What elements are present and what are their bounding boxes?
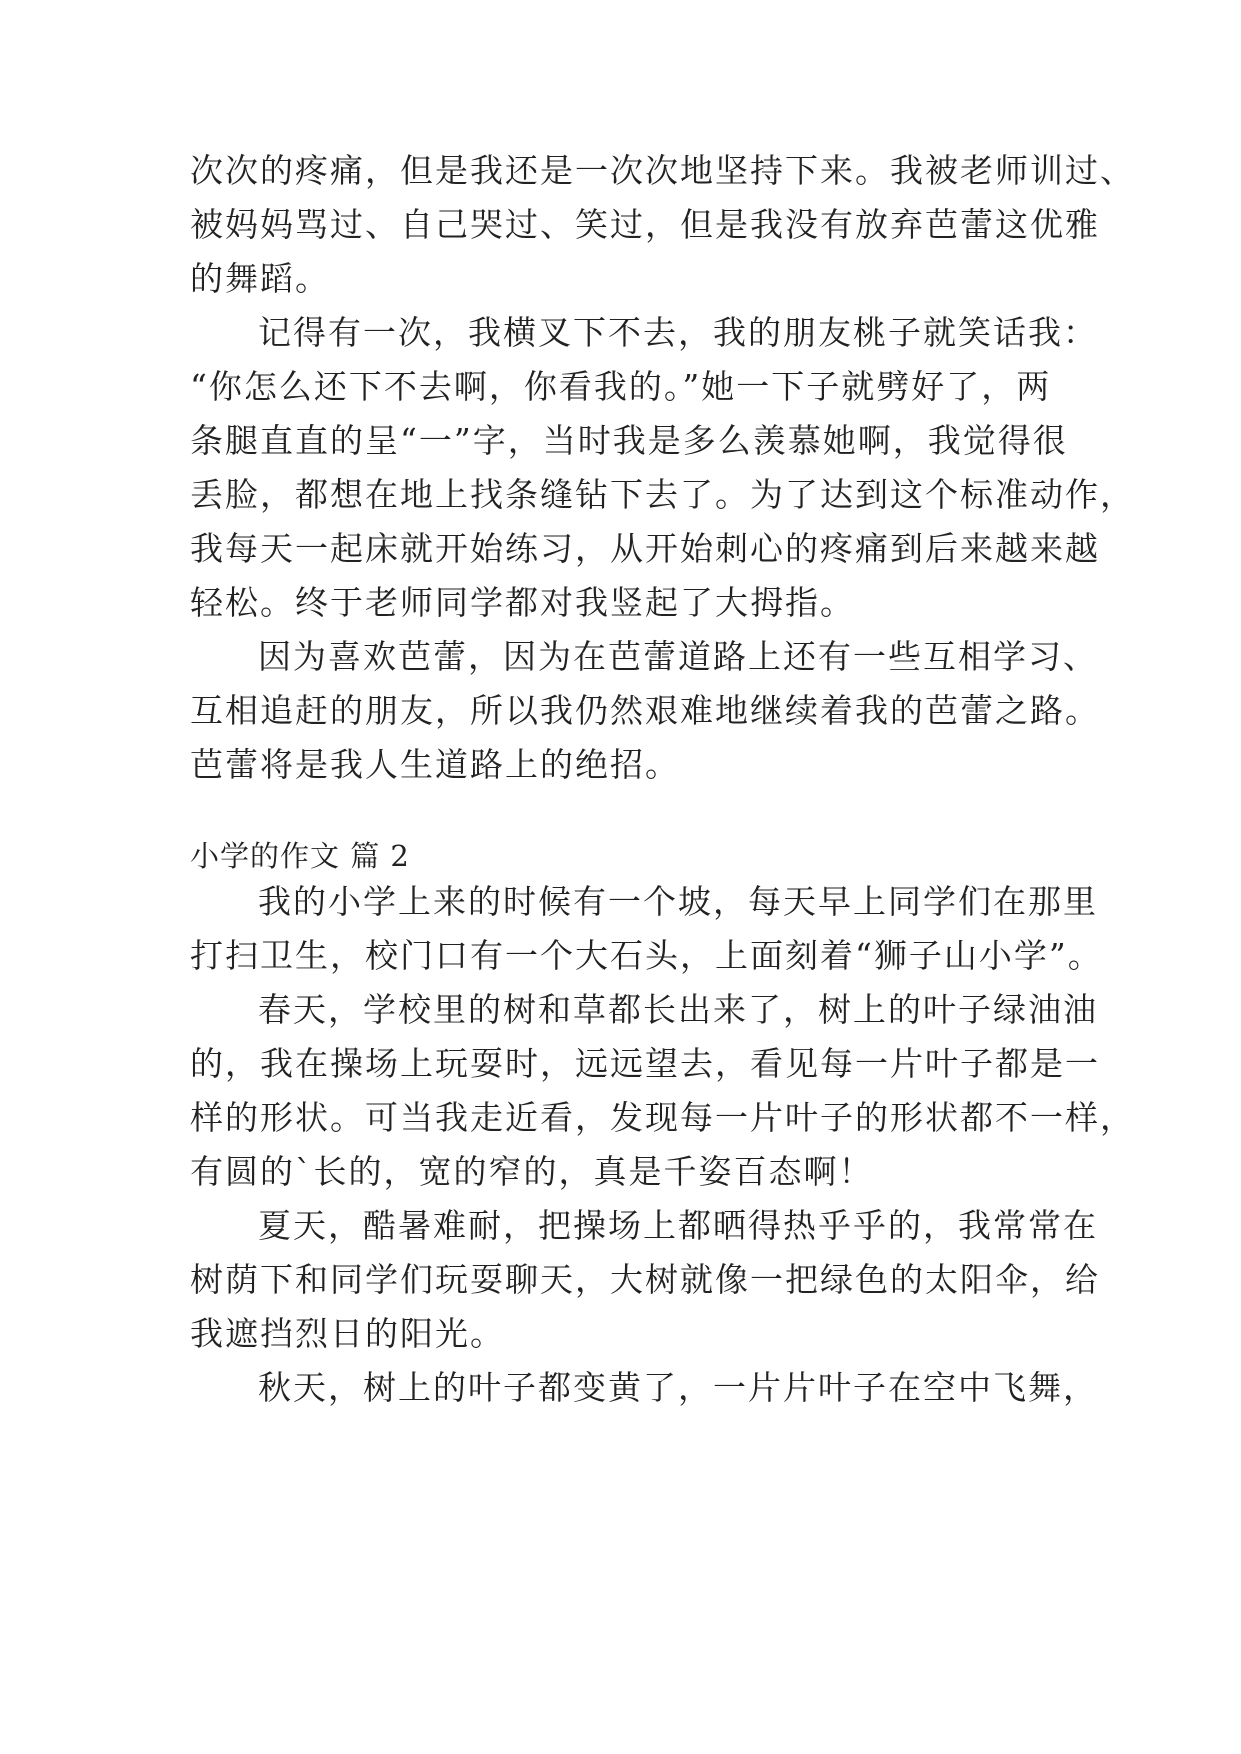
paragraph-line: 打扫卫生，校门口有一个大石头，上面刻着“狮子山小学”。 [190,936,1103,975]
paragraph-line: 有圆的`长的，宽的窄的，真是千姿百态啊！ [190,1152,874,1191]
paragraph-line: 春天，学校里的树和草都长出来了，树上的叶子绿油油 [258,990,1098,1029]
paragraph-line: 条腿直直的呈“一”字，当时我是多么羡慕她啊，我觉得很 [190,421,1068,460]
paragraph-line: 的，我在操场上玩耍时，远远望去，看见每一片叶子都是一 [190,1044,1100,1083]
paragraph-line: 互相追赶的朋友，所以我仍然艰难地继续着我的芭蕾之路。 [190,691,1100,730]
paragraph-line: 我的小学上来的时候有一个坡，每天早上同学们在那里 [258,882,1098,921]
paragraph-line: 秋天，树上的叶子都变黄了，一片片叶子在空中飞舞， [258,1368,1098,1407]
paragraph-line: 次次的疼痛，但是我还是一次次地坚持下来。我被老师训过、 [190,151,1135,190]
paragraph-line: 的舞蹈。 [190,259,330,298]
paragraph-line: 我遮挡烈日的阳光。 [190,1314,505,1353]
paragraph-line: 芭蕾将是我人生道路上的绝招。 [190,745,680,784]
paragraph-line: 被妈妈骂过、自己哭过、笑过，但是我没有放弃芭蕾这优雅 [190,205,1100,244]
paragraph-line: 样的形状。可当我走近看，发现每一片叶子的形状都不一样， [190,1098,1135,1137]
paragraph-line: 丢脸，都想在地上找条缝钻下去了。为了达到这个标准动作， [190,475,1135,514]
paragraph-line: 轻松。终于老师同学都对我竖起了大拇指。 [190,583,855,622]
paragraph-line: 夏天，酷暑难耐，把操场上都晒得热乎乎的，我常常在 [258,1206,1098,1245]
paragraph-line: 我每天一起床就开始练习，从开始刺心的疼痛到后来越来越 [190,529,1100,568]
paragraph-line: 树荫下和同学们玩耍聊天，大树就像一把绿色的太阳伞，给 [190,1260,1100,1299]
paragraph-line: 记得有一次，我横叉下不去，我的朋友桃子就笑话我： [258,313,1098,352]
paragraph-line: 因为喜欢芭蕾，因为在芭蕾道路上还有一些互相学习、 [258,637,1098,676]
paragraph-line: “你怎么还下不去啊，你看我的。”她一下子就劈好了，两 [190,367,1052,406]
section-heading: 小学的作文 篇 2 [190,839,410,873]
